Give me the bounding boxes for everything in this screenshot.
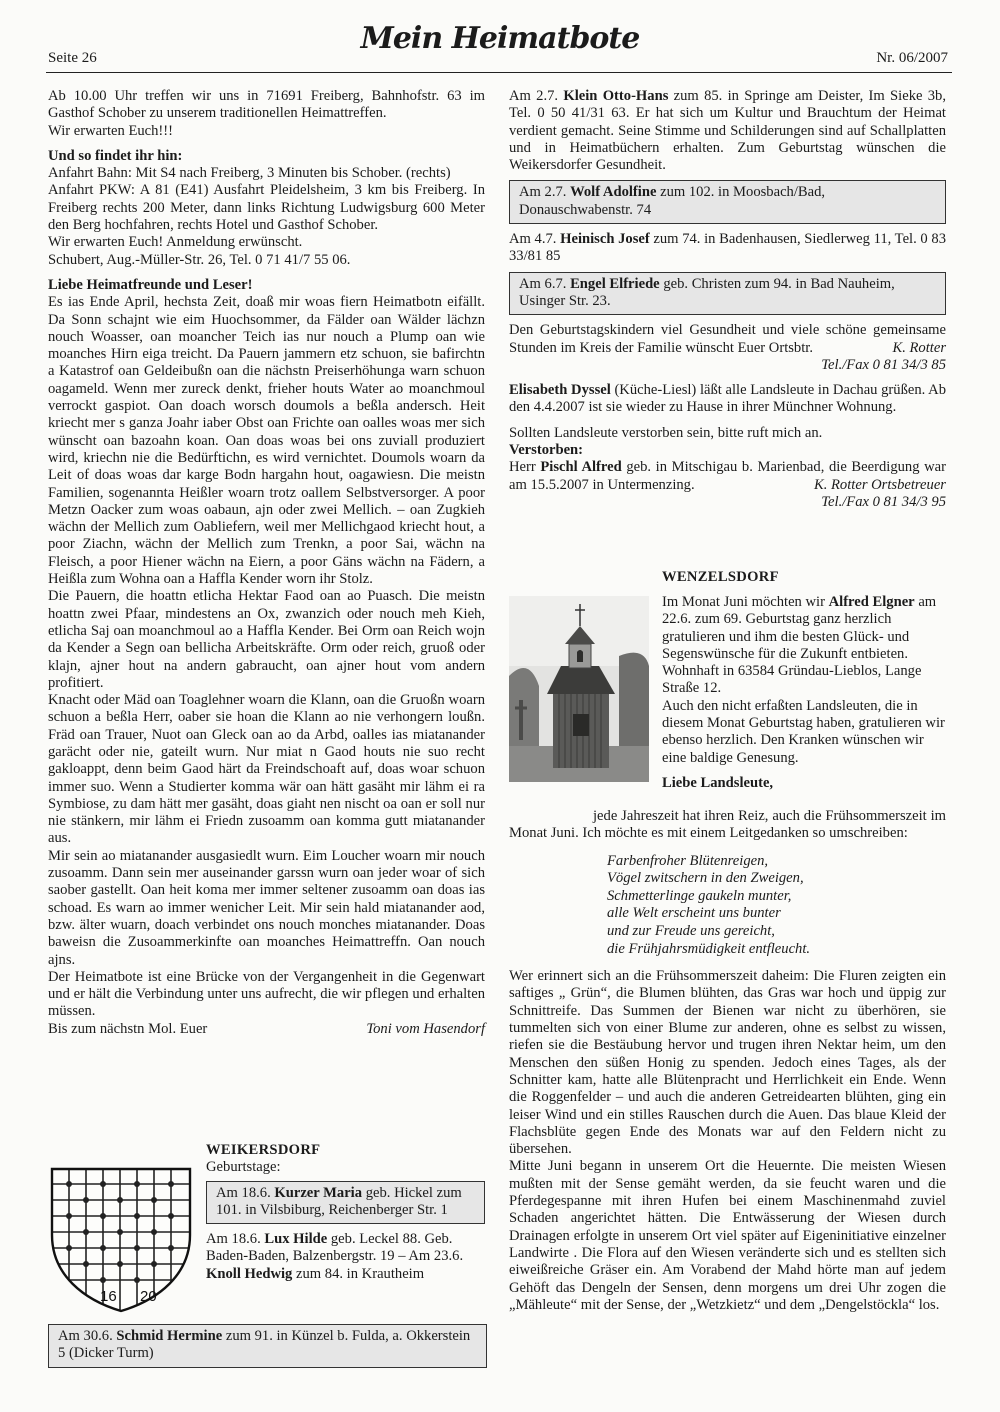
poem-line: die Frühjahrsmüdigkeit entfleucht. [607, 940, 811, 957]
directions-heading: Und so findet ihr hin: [48, 147, 183, 164]
birthday-box-kurzer [206, 1181, 485, 1225]
masthead-title: Mein Heimatbote [360, 21, 640, 56]
dialect-para-1: Es ias Ende April, hechsta Zeit, doaß mir woas fiern Heimatbotn eifällt. Da Sonn schajnt wie eim Huochsommer, da Fälder oan Wälder lächzn nouch Woasser, oan moancher Teich ias nur nouch a Plump oan wie moanches Hirn eiga treicht. Da Pauern jammern etz schuon, sie bafirchtn a Katastrof oan Geldeibußn oan die nächstn Preiserhöhunga warn schuon oagameld. Wenn mer zureck denkt, frieher houts Water ao moanchmoul verrockt gaspiot. Oan doach worsch doumols a beßla andersch. Heit kriecht mer s ganza Joahr iaber Obst oan Frichte oan oalles woas mer sich wünscht oan bazoahn koan. Oan doas woas bei ons zuviall produziert wird, kriechn nie die Bedürftichn, es wird vernichtet. Doumols woarn da Leit of doas woas dar karge Bodn hargahn hout, oagawiesn. Die meistn Familien, sogenannta Heißler woarn trotz oallem Selbstversorger. A poor Metzn Oacker zum woas oabaun, ajn oder zwei Mellich. – oan Zugkieh wächn der Mellich zum Oabliefern, weil mer Mellichgaod kriecht hout, a poor Ziachn, wächn der Mellich zum Trenkn, a poor Sai, wächn na Fleisch, a poor Hiener wächn na Eiern, a poor Gäns wächn na Fädern, a Heißla zum Wohna oan a Haffla Kender worn ihr Stolz. [48, 294, 485, 588]
person-name: Klein Otto-Hans [563, 88, 669, 104]
coat-of-arms [48, 1165, 194, 1313]
details-text: zum 85. in Springe am Deister, Im Sieke 3b, Tel. 0 50 41/31 63. Er hat sich um Kultur und Brauchtum der Heimat verdient gemacht. Seine Stimme und Schilderungen sind auf Schallplatten und in Heimatbüchern erhalten. Zum Geburtstag wünschen die Weikersdorfer Gesundheit. [509, 88, 946, 174]
wenzelsdorf-intro [662, 594, 946, 792]
wishes-body: Den Geburtstagskindern viel Gesundheit und viele schöne gemeinsame Stunden im Kreis der Familie wünscht Euer Ortsbtr. [509, 322, 946, 356]
contact-line: Schubert, Aug.-Müller-Str. 26, Tel. 0 71 41/7 55 06. [48, 251, 351, 268]
wenzelsdorf-story [509, 790, 946, 1314]
birthday-box-engel [509, 272, 946, 316]
page-number: Seite 26 [48, 50, 97, 66]
left-column [48, 88, 485, 1038]
deceased-heading: Verstorben: [509, 442, 584, 459]
date-text: Am 4.7. [509, 231, 561, 248]
poem [607, 853, 946, 959]
details-text: (Küche-Liesl) läßt alle Landsleute in Dachau grüßen. Ab den 4.4.2007 ist sie wieder zu Hause in ihrer Münchner Wohnung. [509, 382, 946, 416]
person-name: Wolf Adolfine [570, 184, 657, 201]
person-name: Kurzer Maria [274, 1184, 363, 1201]
person-name: Pischl Alfred [540, 459, 622, 476]
details-text: zum 84. in Krautheim [292, 1265, 425, 1282]
details-text: geb. Leckel 88. Geb. Baden-Baden, Balzenbergstr. 19 – Am 23.6. [206, 1231, 464, 1265]
dialect-para-4: Mir sein ao miatanander ausgasiedlt wurn. Eim Loucher woarn mir nouch zusoamm. Dann sein mer auseinander garssn wurn oan jeder woar of sich saober gastellt. Oan heit koma mer immer seltener zusoamm oan doas ias schoad. Es warn ao immer wenicher Leit. Mir sein hald miatanander aod, bzw. älter wuarn, doach verbindet ons nouch monches miatanander. Doas baweisn die Zusoammerkinfte oan moanches Heimattreffn. Oan nouch ajns. [48, 847, 485, 968]
poem-line: alle Welt erscheint uns bunter [607, 905, 781, 922]
crest-year-left: 16 [100, 1288, 117, 1305]
person-name: Schmid Hermine [116, 1328, 223, 1344]
wishes-phone: Tel./Fax 0 81 34/3 85 [821, 356, 946, 373]
intro-text: Im Monat Juni möchten wir [662, 594, 829, 610]
date-text: Am 6.7. [519, 275, 571, 292]
date-text: Am 2.7. [509, 88, 564, 104]
summer-memory: Wer erinnert sich an die Frühsommerszeit daheim: Die Fluren zeigten ein saftiges „ Grün“, die Blumen blühten, das Gras war hoch und üppig zur Schnittreife. Das Summen der Bienen war nicht zu überhören, sie tummelten sich von einer Blume zur anderen, ohne es selbst zu wissen, riefen sie die Bestäubung hervor und trugen ihren Nektar heim, um den Menschen den süßen Honig zu spenden. Jedoch eines Tages, als der Schnitter kam, hatte alle Blütenpracht und Herrlichkeit ein Ende. Wenn die Roggenfelder – und auch die anderen Getreidearten blühten, ging ein leiser Wind und ein stilles Rauschen durch die Auen. Das blaue Kleid der Flachsblüte gegen Ende des Monats war auf den Feldern nicht zu übersehen. [509, 968, 946, 1158]
deceased-signature: K. Rotter Ortsbetreuer [813, 476, 946, 493]
weikersdorf-subtitle: Geburtstage: [206, 1159, 281, 1176]
directions-train: Anfahrt Bahn: Mit S4 nach Freiberg, 3 Minuten bis Schober. (rechts) [48, 165, 451, 182]
dialect-para-5: Der Heimatbote ist eine Brücke von der Vergangenheit in die Gegenwart und er hält die Verbindung unter uns aufrecht, die wir pflegen und erhalten müssen. [48, 968, 485, 1020]
birthday-box-wolf [509, 180, 946, 224]
crest-checker [48, 1165, 194, 1313]
directions-car: Anfahrt PKW: A 81 (E41) Ausfahrt Pleidelsheim, 3 km bis Freiberg. In Freiberg rechts 200 Meter, dann links Richtung Ludwigsburg 600 Meter den Berg hochfahren, rechts Hotel und Gasthof Schober. [48, 182, 485, 234]
dyssel-note [509, 382, 946, 417]
poem-line: Vögel zwitschern in den Zweigen, [607, 870, 804, 887]
date-text: Am 2.7. [519, 184, 571, 201]
birthday-klein [509, 88, 946, 174]
weikersdorf-section [206, 1142, 485, 1283]
person-name: Heinisch Josef [560, 231, 650, 248]
deceased-phone: Tel./Fax 0 81 34/3 95 [821, 493, 946, 510]
title-text: Herr [509, 459, 541, 476]
birthday-heinisch [509, 231, 946, 266]
dialect-para-3: Knacht oder Mäd oan Toaglehner woarn die Klann, oan die Gruoßn woarn schuon a beßla Herr, oaber sie hoan die Klann ao nie verhongern loußn. Fräd oan Trauer, Nuot oan Gleck oan ao da Arbd, oalles ias miatanander garächt oder nie, gateilt wurn. Nur miat n Gaod houts nie suo recht gakloappt, denn beim Gaod härt da Freindschoaft auf, doas woar schuon immer suo. Wenn a Studierter komma wär oan hätt gasäht mir lähm ei ra Symbiose, zu dam hätt mer gasäht, doas giaht nen nischt oa oan er soll nur nie stänkern, mir lähm ei Friedn zusoamm oan komma gutt miatanander aus. [48, 692, 485, 847]
meeting-text: Ab 10.00 Uhr treffen wir uns in 71691 Freiberg, Bahnhofstr. 63 im Gasthof Schober zu unserem traditionellen Heimattreffen. [48, 88, 485, 122]
birthday-box-schmid [48, 1324, 487, 1368]
person-name: Lux Hilde [264, 1231, 328, 1248]
header-rule [46, 72, 952, 73]
details-text: zum 102. in Moosbach/Bad, Donauschwabenstr. 74 [519, 184, 826, 218]
right-column [509, 88, 946, 511]
details-text: zum 74. in Badenhausen, Siedlerweg 11, Tel. 0 83 33/81 85 [509, 231, 946, 265]
person-name: Knoll Hedwig [206, 1265, 293, 1282]
person-name: Alfred Elgner [828, 594, 915, 610]
liebe-heading: Liebe Landsleute, [662, 774, 774, 791]
registration-note: Wir erwarten Euch! Anmeldung erwünscht. [48, 234, 303, 251]
date-text: Am 18.6. [216, 1184, 275, 1201]
dialect-para-2: Die Pauern, die hoattn etlicha Hektar Faod oan ao Puasch. Die meistn hoattn zwei Pfaar, mindestens an Ox, zwanzich oder nouch meh Kieh, etlicha Saj oan moanchmoul ao a Haffla Kender. Bei Orm oan Reich wojn da Kender a Segn oan bellicha Arbeitskräfte. Orm oder reich, gruoß oder klajn, ajner hout na andern gabraucht, oan ajner hout vom andern profitiert. [48, 588, 485, 691]
deceased-pischl [509, 459, 946, 494]
meeting-expect: Wir erwarten Euch!!! [48, 122, 174, 139]
details-text: geb. Christen zum 94. in Bad Nauheim, Usinger Str. 23. [519, 275, 895, 309]
details-text: geb. in Mitschigau b. Marienbad, die Beerdigung war am 15.5.2007 in Untermenzing. [509, 459, 946, 493]
date-text: Am 18.6. [206, 1231, 265, 1248]
signoff-text: Bis zum nächstn Mol. Euer [48, 1020, 208, 1037]
dialect-signoff [48, 1021, 485, 1038]
deceased-request: Sollten Landsleute verstorben sein, bitte ruft mich an. [509, 424, 823, 441]
birthday-lux-knoll [206, 1231, 485, 1283]
issue-number: Nr. 06/2007 [876, 50, 948, 66]
poem-line: Farbenfroher Blütenreigen, [607, 852, 769, 869]
poem-line: Schmetterlinge gaukeln munter, [607, 887, 792, 904]
details-text: am 22.6. zum 69. Geburtstag ganz herzlich gratulieren und ihm die besten Glück- und Segenswünsche für die Zukunft entbieten. Wohnhaft in 63584 Gründau-Lieblos, Lange Straße 12. [662, 594, 937, 697]
wishes-text [509, 322, 946, 357]
signoff-author: Toni vom Hasendorf [366, 1020, 485, 1037]
person-name: Elisabeth Dyssel [509, 382, 611, 399]
dialect-heading: Liebe Heimatfreunde und Leser! [48, 276, 253, 293]
poem-line: und zur Freude uns gereicht, [607, 922, 775, 939]
wishes-signature: K. Rotter [892, 339, 946, 356]
wenzelsdorf-title: WENZELSDORF [662, 569, 779, 585]
details-text: zum 91. in Künzel b. Fulda, a. Okkerstein 5 (Dicker Turm) [58, 1328, 471, 1362]
details-text: geb. Hickel zum 101. in Vilsbiburg, Reichenberger Str. 1 [216, 1184, 462, 1218]
season-intro: jede Jahreszeit hat ihren Reiz, auch die Frühsommerszeit im Monat Juni. Ich möchte es mit einem Leitgedanken so umschreiben: [509, 808, 946, 842]
chapel-photo [509, 596, 649, 782]
birthday-elgner [662, 594, 946, 698]
hay-harvest: Mitte Juni begann in unserem Ort die Heuernte. Die meisten Wiesen mußten mit der Sense gemäht werden, da sie feucht waren und die Pferdegespanne mit ihren Hufen bei einem Maschinenmahd zuviel Schaden angerichtet hätten. Die Entwässerung der Wiesen durch Drainagen erfolgte in unserem Ort viel später auf Eigeninitiative einzelner Landwirte . Die Flora auf den Wiesen veränderte sich und es stellten sich eiweißreiche Gräser ein. Am Vorabend der Mahd hörte man auf jedem Gehöft das Dengeln der Sensen, denn morgens um drei Uhr zogen die „Mähleute“ mit der Sense, der „Wetzkietz“ und dem „Dengelstöckla“ los. [509, 1158, 946, 1313]
weikersdorf-title: WEIKERSDORF [206, 1142, 321, 1158]
general-greetings: Auch den nicht erfaßten Landsleuten, die in diesem Monat Geburtstag haben, gratulieren wir ebenso herzlich. Den Kranken wünschen wir eine baldige Genesung. [662, 697, 945, 766]
person-name: Engel Elfriede [570, 275, 660, 292]
date-text: Am 30.6. [58, 1328, 117, 1344]
crest-year-right: 20 [140, 1288, 157, 1305]
